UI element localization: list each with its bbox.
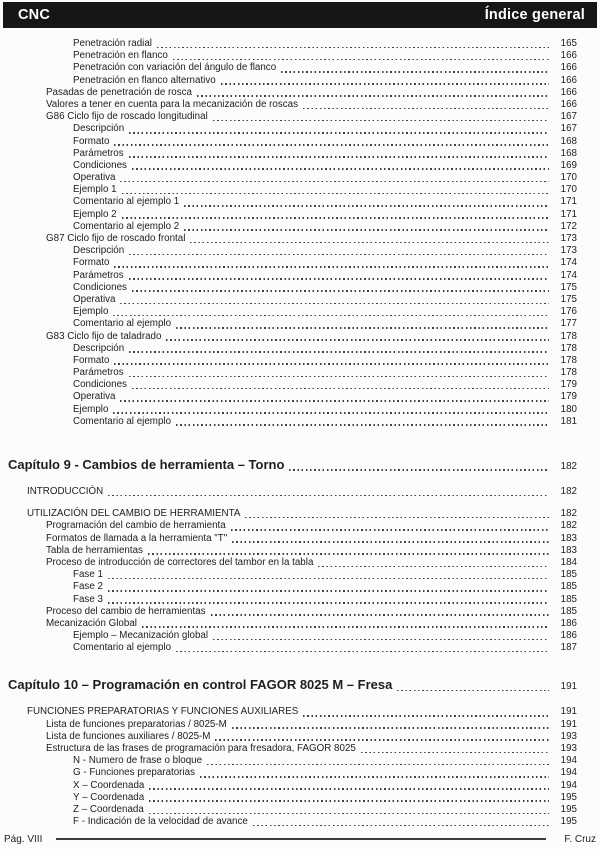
toc-entry-label: Z – Coordenada xyxy=(73,803,144,815)
toc-entry-page: 174 xyxy=(560,257,577,269)
toc-entry-page: 170 xyxy=(560,184,577,196)
toc-entry-page: 171 xyxy=(560,208,577,220)
toc-entry-row xyxy=(0,594,577,606)
leader-dots xyxy=(148,553,549,555)
toc-entry-label: Operativa xyxy=(73,391,116,403)
header-bar xyxy=(3,2,597,28)
toc-entry-row xyxy=(0,642,577,654)
toc-entry-row xyxy=(0,569,577,581)
toc-entry-page: 175 xyxy=(560,281,577,293)
toc-entry-label: Pasadas de penetración de rosca xyxy=(46,86,192,98)
toc-entry-row xyxy=(0,343,577,355)
leader-dots xyxy=(122,193,549,195)
toc-entry-row xyxy=(0,731,577,743)
toc-entry-page: 174 xyxy=(560,269,577,281)
toc-entry-page: 180 xyxy=(560,403,577,415)
toc-entry-page: 193 xyxy=(560,743,577,754)
toc-entry-page: 186 xyxy=(560,617,577,629)
toc-entry-page: 194 xyxy=(560,779,577,791)
toc-entry-row xyxy=(0,416,577,428)
toc-entry-label: INTRODUCCIÓN xyxy=(27,486,104,497)
toc-entry-page: 175 xyxy=(560,293,577,305)
toc-entry-page: 166 xyxy=(560,86,577,98)
leader-dots xyxy=(132,290,549,292)
leader-dots xyxy=(108,578,549,580)
toc-entry-label: G87 Ciclo fijo de roscado frontal xyxy=(46,233,186,244)
toc-entry-label: F - Indicación de la velocidad de avance xyxy=(73,816,248,828)
toc-entry-page: 179 xyxy=(560,391,577,403)
leader-dots xyxy=(184,229,549,231)
leader-dots xyxy=(149,800,549,802)
toc-entry-label: Proceso del cambio de herramientas xyxy=(46,605,206,617)
toc-entry-label: Mecanización Global xyxy=(46,617,137,629)
toc-entry-label: Comentario al ejemplo xyxy=(73,642,172,654)
toc-entry-label: Descripción xyxy=(73,342,125,354)
toc-entry-row xyxy=(0,233,577,245)
toc-entry-label: Tabla de herramientas xyxy=(46,544,143,556)
leader-dots xyxy=(232,541,549,543)
leader-dots xyxy=(361,752,549,754)
toc-entry-row xyxy=(0,50,577,62)
toc-entry-row xyxy=(0,111,577,123)
footer-author: F. Cruz xyxy=(564,833,596,845)
leader-dots xyxy=(213,639,549,641)
toc xyxy=(0,33,577,828)
toc-entry-row xyxy=(0,294,577,306)
toc-entry-page: 178 xyxy=(560,354,577,366)
toc-entry-page: 166 xyxy=(560,74,577,86)
toc-entry-label: Capítulo 9 - Cambios de herramienta – Torno xyxy=(8,457,285,472)
leader-dots xyxy=(231,529,549,531)
toc-entry-row xyxy=(0,816,577,828)
toc-entry-row xyxy=(0,172,577,184)
footer-page-label: Pág. VIII xyxy=(4,833,43,845)
toc-entry-row xyxy=(0,221,577,233)
toc-entry-page: 194 xyxy=(560,755,577,767)
toc-entry-row xyxy=(0,367,577,379)
toc-entry-row xyxy=(0,767,577,779)
toc-entry-label: Ejemplo 1 xyxy=(73,184,117,196)
toc-entry-page: 191 xyxy=(560,681,577,693)
toc-entry-page: 182 xyxy=(560,520,577,532)
toc-entry-page: 191 xyxy=(560,718,577,730)
toc-entry-label: G86 Ciclo fijo de roscado longitudinal xyxy=(46,111,208,123)
toc-entry-row xyxy=(0,520,577,532)
toc-entry-label: Lista de funciones auxiliares / 8025-M xyxy=(46,730,211,742)
leader-dots xyxy=(207,764,549,766)
toc-entry-page: 185 xyxy=(560,593,577,605)
toc-entry-page: 170 xyxy=(560,172,577,184)
toc-entry-label: Penetración con variación del ángulo de flanco xyxy=(73,62,277,74)
toc-entry-label: Comentario al ejemplo xyxy=(73,318,172,330)
toc-entry-row xyxy=(0,533,577,545)
toc-entry-page: 185 xyxy=(560,605,577,617)
leader-dots xyxy=(211,614,549,616)
toc-entry-row xyxy=(0,606,577,618)
leader-dots xyxy=(120,400,549,402)
toc-entry-row xyxy=(0,706,577,718)
toc-entry-row xyxy=(0,160,577,172)
toc-entry-row xyxy=(0,209,577,221)
toc-entry-row xyxy=(0,391,577,403)
leader-dots xyxy=(129,156,549,158)
toc-entry-row xyxy=(0,257,577,269)
toc-entry-row xyxy=(0,196,577,208)
toc-entry-page: 178 xyxy=(560,330,577,342)
toc-entry-page: 185 xyxy=(560,581,577,593)
leader-dots xyxy=(122,217,549,219)
toc-entry-label: Comentario al ejemplo xyxy=(73,415,172,427)
toc-entry-label: Comentario al ejemplo 2 xyxy=(73,220,180,232)
toc-entry-page: 186 xyxy=(560,630,577,642)
leader-dots xyxy=(232,727,549,729)
toc-chapter-row xyxy=(0,456,577,473)
leader-dots xyxy=(108,590,549,592)
leader-dots xyxy=(108,602,549,604)
toc-entry-page: 181 xyxy=(560,415,577,427)
toc-entry-label: Parámetros xyxy=(73,147,124,159)
leader-dots xyxy=(281,71,549,73)
toc-entry-row xyxy=(0,630,577,642)
toc-entry-row xyxy=(0,99,577,111)
toc-entry-page: 194 xyxy=(560,767,577,779)
header-right-title: Índice general xyxy=(484,7,585,23)
toc-entry-label: Proceso de introducción de correctores del tambor en la tabla xyxy=(46,556,314,568)
footer xyxy=(0,832,600,846)
toc-entry-page: 173 xyxy=(560,233,577,244)
leader-dots xyxy=(129,132,549,134)
toc-entry-label: Estructura de las frases de programación para fresadora, FAGOR 8025 xyxy=(46,743,356,754)
toc-entry-page: 193 xyxy=(560,730,577,742)
footer-rule xyxy=(56,838,546,840)
leader-dots xyxy=(176,651,549,653)
toc-entry-label: Capítulo 10 – Programación en control FAGOR 8025 M – Fresa xyxy=(8,677,393,693)
toc-entry-row xyxy=(0,719,577,731)
leader-dots xyxy=(397,690,549,692)
toc-entry-page: 187 xyxy=(560,642,577,654)
toc-entry-label: Ejemplo xyxy=(73,403,109,415)
toc-entry-page: 173 xyxy=(560,245,577,257)
toc-entry-label: Fase 2 xyxy=(73,581,103,593)
toc-entry-page: 179 xyxy=(560,379,577,391)
toc-entry-label: Operativa xyxy=(73,293,116,305)
toc-entry-label: Descripción xyxy=(73,245,125,257)
toc-entry-row xyxy=(0,148,577,160)
toc-entry-page: 171 xyxy=(560,196,577,208)
toc-entry-row xyxy=(0,270,577,282)
toc-entry-label: G - Funciones preparatorias xyxy=(73,767,195,779)
toc-entry-row xyxy=(0,792,577,804)
toc-entry-row xyxy=(0,62,577,74)
leader-dots xyxy=(129,254,549,256)
leader-dots xyxy=(289,469,549,471)
toc-entry-label: Condiciones xyxy=(73,159,127,171)
leader-dots xyxy=(215,739,549,741)
toc-entry-row xyxy=(0,282,577,294)
toc-entry-row xyxy=(0,355,577,367)
toc-entry-row xyxy=(0,87,577,99)
leader-dots xyxy=(245,517,549,519)
toc-entry-page: 183 xyxy=(560,544,577,556)
toc-entry-page: 168 xyxy=(560,147,577,159)
toc-entry-row xyxy=(0,618,577,630)
leader-dots xyxy=(108,495,549,497)
toc-entry-page: 178 xyxy=(560,342,577,354)
toc-entry-label: Parámetros xyxy=(73,269,124,281)
toc-entry-row xyxy=(0,75,577,87)
toc-entry-page: 167 xyxy=(560,123,577,135)
toc-entry-label: G83 Ciclo fijo de taladrado xyxy=(46,330,162,342)
leader-dots xyxy=(176,424,549,426)
leader-dots xyxy=(190,242,549,244)
toc-entry-label: Ejemplo xyxy=(73,306,109,318)
toc-entry-label: Parámetros xyxy=(73,367,124,379)
toc-entry-page: 168 xyxy=(560,135,577,147)
leader-dots xyxy=(253,825,549,827)
leader-dots xyxy=(200,776,549,778)
toc-entry-row xyxy=(0,379,577,391)
toc-entry-page: 172 xyxy=(560,220,577,232)
toc-entry-page: 184 xyxy=(560,556,577,568)
toc-entry-page: 183 xyxy=(560,532,577,544)
toc-entry-label: Ejemplo 2 xyxy=(73,208,117,220)
toc-entry-label: Fase 1 xyxy=(73,569,103,581)
toc-entry-label: Lista de funciones preparatorias / 8025-M xyxy=(46,718,227,730)
toc-entry-row xyxy=(0,136,577,148)
toc-entry-row xyxy=(0,306,577,318)
toc-entry-row xyxy=(0,804,577,816)
leader-dots xyxy=(120,303,549,305)
toc-entry-label: FUNCIONES PREPARATORIAS Y FUNCIONES AUXILIARES xyxy=(27,706,299,718)
leader-dots xyxy=(176,327,549,329)
leader-dots xyxy=(129,376,549,378)
toc-entry-label: Formato xyxy=(73,135,110,147)
toc-entry-row xyxy=(0,404,577,416)
toc-entry-row xyxy=(0,318,577,330)
leader-dots xyxy=(113,315,549,317)
leader-dots xyxy=(303,715,549,717)
toc-entry-row xyxy=(0,184,577,196)
toc-entry-label: Operativa xyxy=(73,172,116,184)
leader-dots xyxy=(114,144,549,146)
toc-entry-page: 195 xyxy=(560,816,577,828)
toc-entry-page: 195 xyxy=(560,803,577,815)
toc-entry-label: N - Numero de frase o bloque xyxy=(73,755,203,767)
toc-entry-label: Formatos de llamada a la herramienta "T" xyxy=(46,532,228,544)
toc-entry-page: 178 xyxy=(560,367,577,379)
toc-entry-row xyxy=(0,38,577,50)
leader-dots xyxy=(303,108,549,110)
toc-entry-row xyxy=(0,508,577,520)
toc-entry-label: Penetración radial xyxy=(73,38,152,49)
toc-entry-page: 177 xyxy=(560,318,577,330)
leader-dots xyxy=(114,266,549,268)
leader-dots xyxy=(149,813,549,815)
leader-dots xyxy=(113,412,549,414)
toc-entry-label: Formato xyxy=(73,354,110,366)
toc-entry-page: 182 xyxy=(560,461,577,472)
toc-entry-row xyxy=(0,545,577,557)
toc-chapter-row xyxy=(0,676,577,693)
toc-entry-label: Penetración en flanco xyxy=(73,50,168,62)
toc-entry-label: UTILIZACIÓN DEL CAMBIO DE HERRAMIENTA xyxy=(27,508,241,520)
leader-dots xyxy=(197,95,549,97)
leader-dots xyxy=(132,388,549,390)
toc-entry-label: Programación del cambio de herramienta xyxy=(46,520,226,532)
leader-dots xyxy=(318,566,549,568)
toc-entry-row xyxy=(0,486,577,498)
leader-dots xyxy=(114,363,549,365)
leader-dots xyxy=(166,339,549,341)
leader-dots xyxy=(129,351,549,353)
toc-entry-row xyxy=(0,581,577,593)
leader-dots xyxy=(132,168,549,170)
toc-entry-row xyxy=(0,557,577,569)
toc-entry-label: Ejemplo – Mecanización global xyxy=(73,630,209,642)
toc-entry-row xyxy=(0,755,577,767)
toc-entry-label: Condiciones xyxy=(73,281,127,293)
toc-entry-label: Formato xyxy=(73,257,110,269)
toc-entry-row xyxy=(0,245,577,257)
toc-entry-page: 191 xyxy=(560,706,577,718)
toc-entry-label: Comentario al ejemplo 1 xyxy=(73,196,180,208)
toc-entry-page: 195 xyxy=(560,791,577,803)
toc-entry-page: 166 xyxy=(560,98,577,110)
toc-entry-label: Y – Coordenada xyxy=(73,791,145,803)
leader-dots xyxy=(173,59,549,61)
toc-entry-label: Penetración en flanco alternativo xyxy=(73,74,216,86)
toc-entry-label: Valores a tener en cuenta para la mecanización de roscas xyxy=(46,98,298,110)
toc-entry-label: Condiciones xyxy=(73,379,127,391)
header-left-title: CNC xyxy=(18,7,51,23)
leader-dots xyxy=(120,181,549,183)
leader-dots xyxy=(213,120,549,122)
leader-dots xyxy=(157,47,549,49)
leader-dots xyxy=(142,626,549,628)
toc-entry-row xyxy=(0,780,577,792)
leader-dots xyxy=(184,205,549,207)
toc-entry-label: Fase 3 xyxy=(73,593,103,605)
leader-dots xyxy=(129,278,549,280)
toc-entry-label: X – Coordenada xyxy=(73,779,145,791)
toc-entry-row xyxy=(0,123,577,135)
leader-dots xyxy=(221,83,549,85)
toc-entry-page: 167 xyxy=(560,111,577,123)
toc-entry-page: 182 xyxy=(560,508,577,520)
toc-entry-page: 165 xyxy=(560,38,577,49)
leader-dots xyxy=(149,788,549,790)
toc-entry-page: 176 xyxy=(560,306,577,318)
toc-entry-row xyxy=(0,743,577,755)
toc-entry-page: 169 xyxy=(560,159,577,171)
toc-entry-label: Descripción xyxy=(73,123,125,135)
toc-entry-page: 166 xyxy=(560,62,577,74)
toc-entry-row xyxy=(0,331,577,343)
toc-entry-page: 185 xyxy=(560,569,577,581)
toc-entry-page: 166 xyxy=(560,50,577,62)
toc-entry-page: 182 xyxy=(560,486,577,497)
